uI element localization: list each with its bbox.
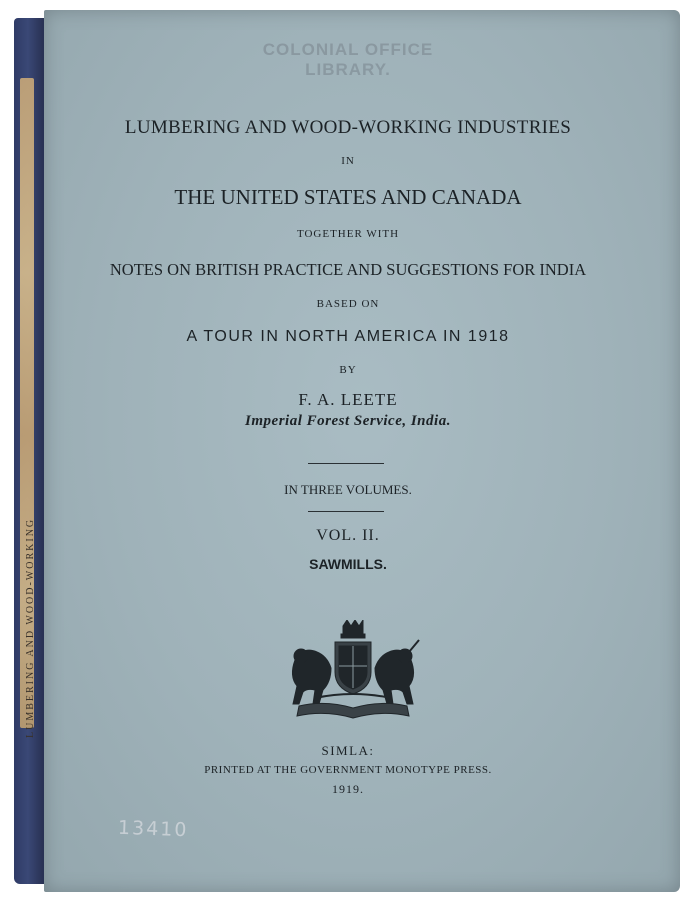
- publication-year: 1919.: [332, 782, 364, 796]
- connector-together-with: TOGETHER WITH: [296, 228, 400, 240]
- stamp-line-1: COLONIAL OFFICE: [262, 40, 434, 59]
- spine-text: LUMBERING AND WOOD-WORKING: [25, 517, 36, 738]
- royal-coat-of-arms-icon: [285, 620, 421, 720]
- stamp-line-2: LIBRARY.: [305, 60, 391, 79]
- publication-place: SIMLA:: [321, 743, 375, 758]
- volume-subject: SAWMILLS.: [309, 556, 387, 572]
- divider-top: [308, 463, 384, 464]
- connector-in: IN: [341, 155, 355, 167]
- book-cover: [44, 10, 680, 892]
- author-name: F. A. LEETE: [298, 390, 398, 409]
- volume-number: VOL. II.: [316, 527, 380, 544]
- connector-by: BY: [339, 364, 357, 376]
- handwritten-number: 13410: [117, 816, 189, 842]
- title-line-2: THE UNITED STATES AND CANADA: [174, 185, 522, 209]
- library-stamp: [30, 40, 666, 80]
- title-line-4: A TOUR IN NORTH AMERICA IN 1918: [186, 328, 510, 345]
- title-line-3: NOTES ON BRITISH PRACTICE AND SUGGESTIONS FOR INDIA: [109, 260, 587, 279]
- volume-count: IN THREE VOLUMES.: [284, 482, 412, 497]
- connector-based-on: BASED ON: [316, 298, 380, 310]
- book: [14, 10, 680, 892]
- divider-bottom: [308, 511, 384, 512]
- author-affiliation: Imperial Forest Service, India.: [245, 413, 451, 429]
- printer-line: PRINTED AT THE GOVERNMENT MONOTYPE PRESS.: [204, 764, 492, 776]
- title-line-1: LUMBERING AND WOOD-WORKING INDUSTRIES: [124, 117, 572, 138]
